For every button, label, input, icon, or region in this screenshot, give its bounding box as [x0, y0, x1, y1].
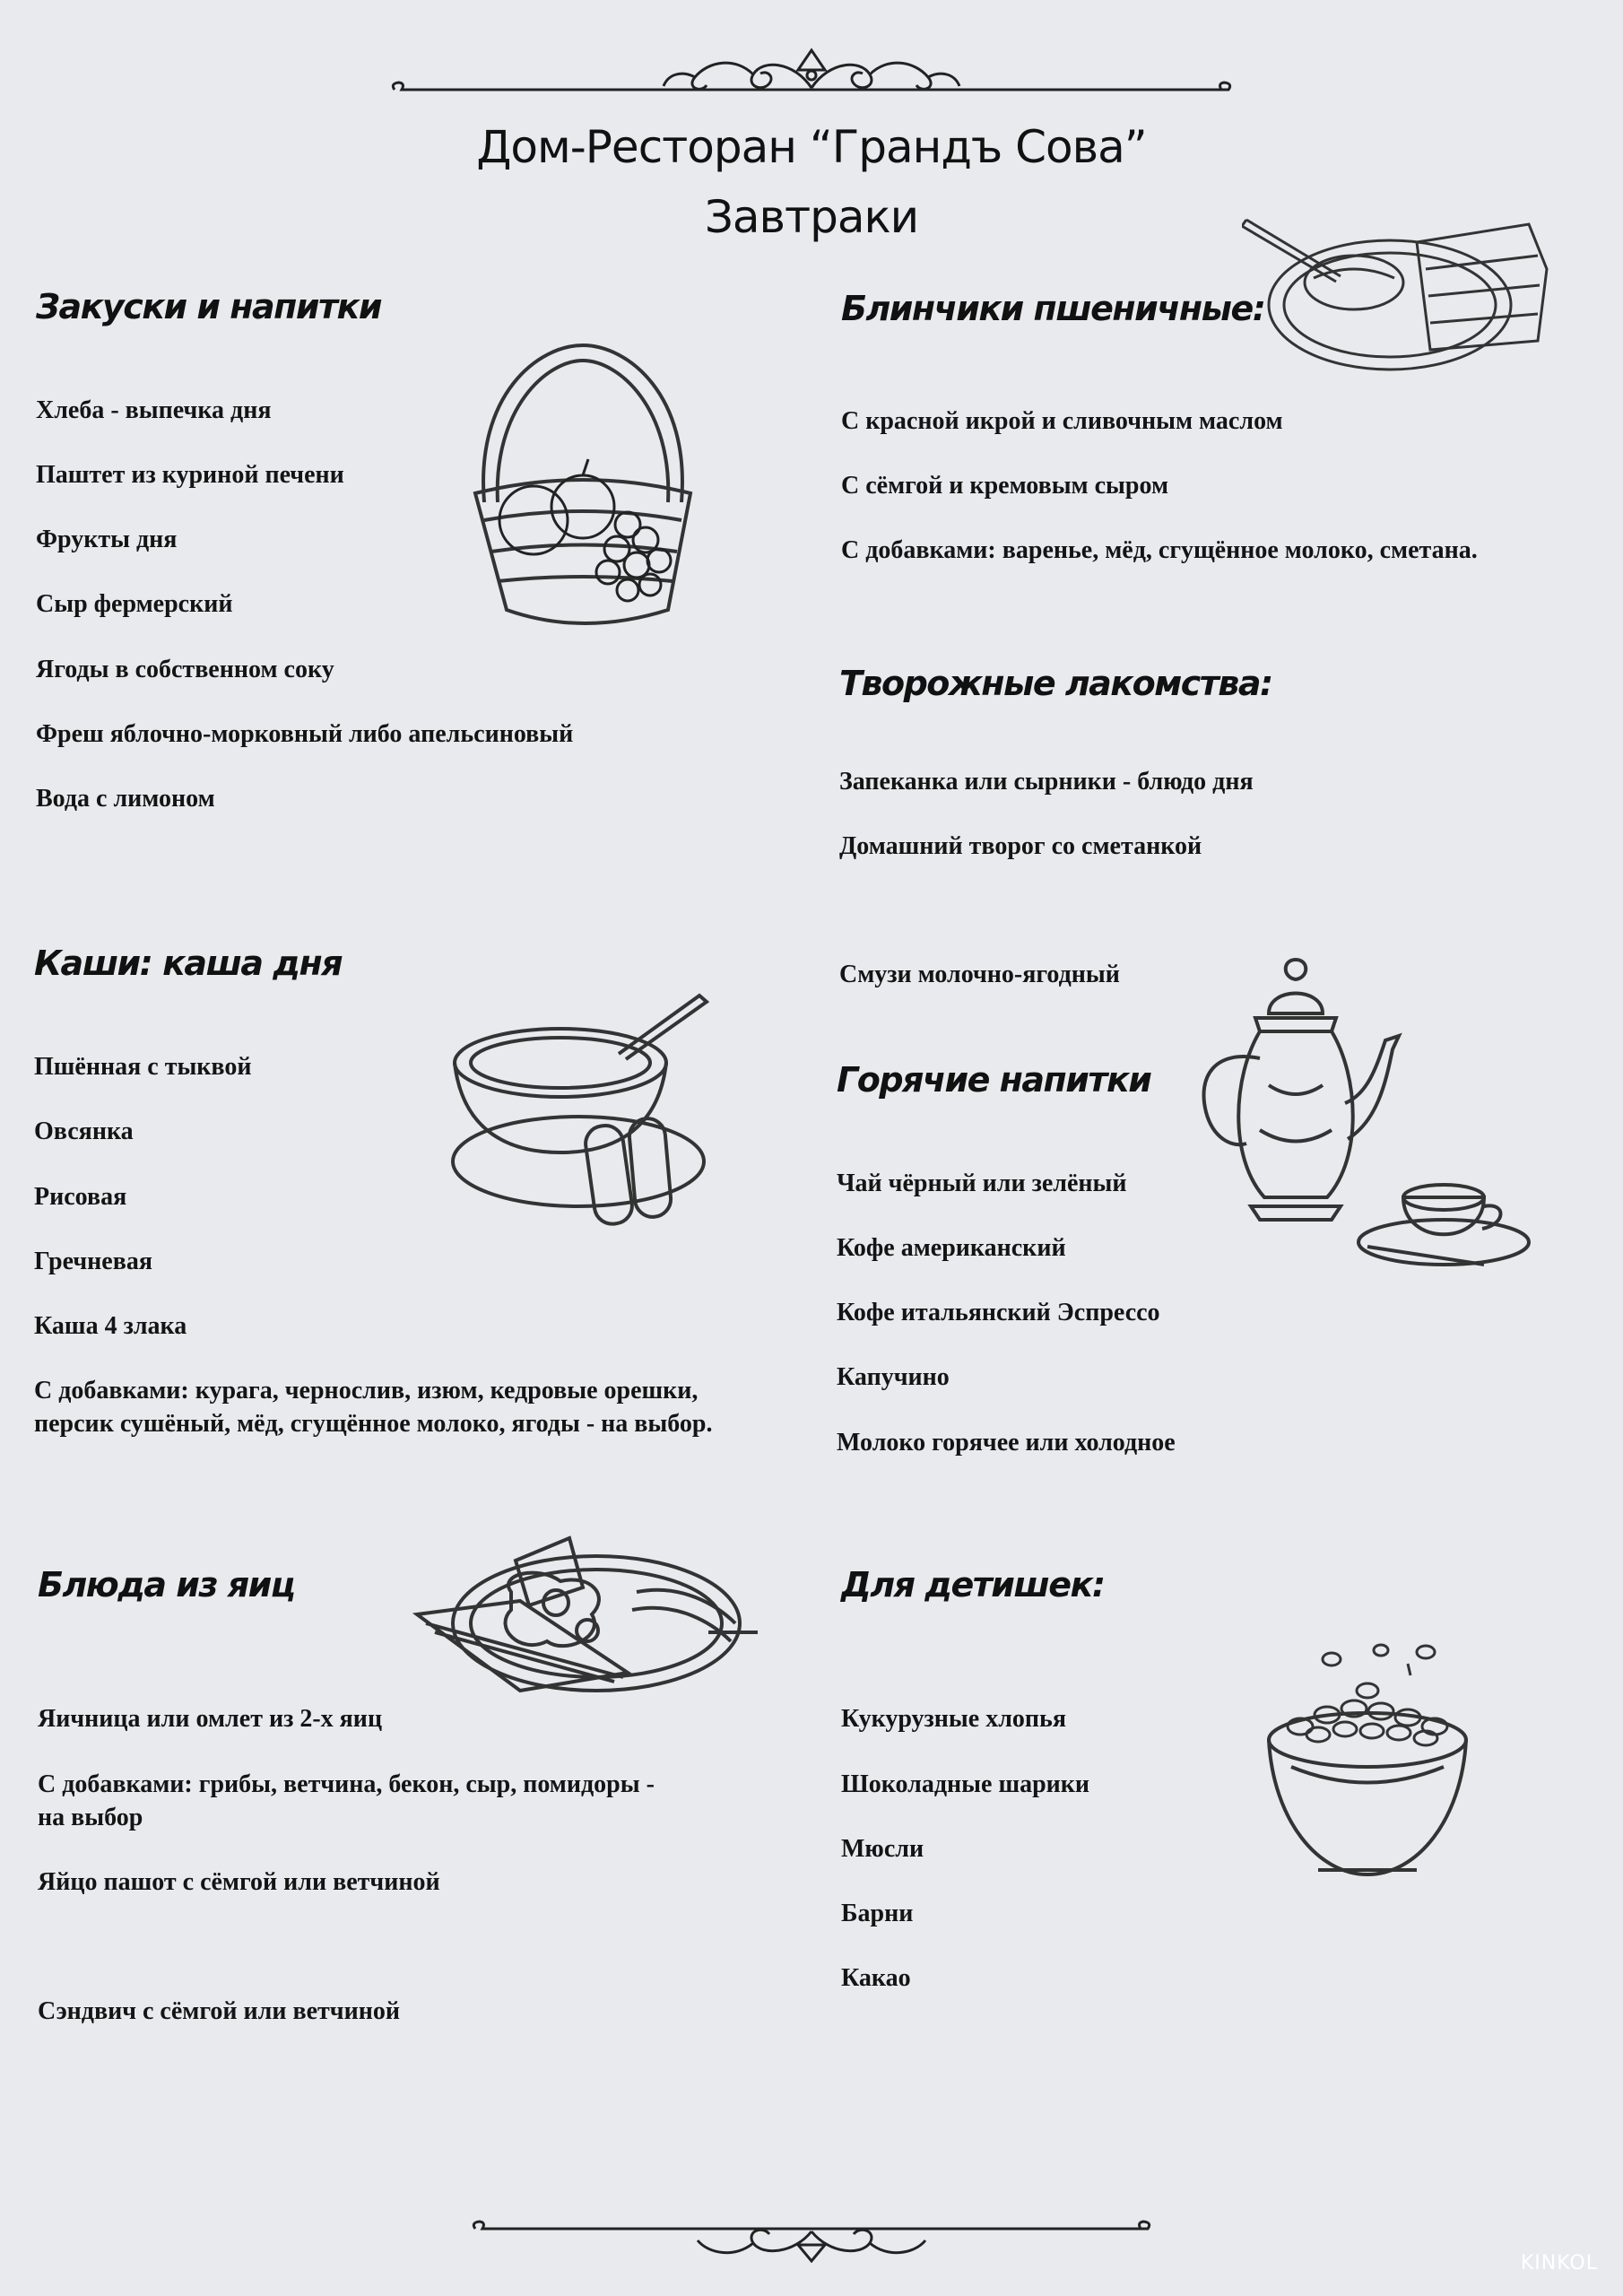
eggs-plate-icon [412, 1520, 762, 1704]
pancakes-plate-icon [1242, 215, 1551, 386]
eggs-item: на выбор [38, 1804, 143, 1831]
curd-item: Домашний творог со сметанкой [839, 832, 1202, 860]
eggs-item: Сэндвич с сёмгой или ветчиной [38, 1997, 400, 2025]
section-title-kids: Для детишек: [841, 1565, 1105, 1605]
porridge-item: Рисовая [34, 1183, 127, 1211]
section-title-eggs: Блюда из яиц [38, 1565, 295, 1605]
section-title-pancakes: Блинчики пшеничные: [841, 289, 1265, 328]
page-subtitle: Завтраки [704, 191, 919, 243]
kids-item: Мюсли [841, 1835, 924, 1863]
watermark: KINKOL [1520, 2252, 1598, 2274]
porridge-item: Пшённая с тыквой [34, 1053, 252, 1081]
kids-item: Шоколадные шарики [841, 1770, 1090, 1798]
eggs-item: С добавками: грибы, ветчина, бекон, сыр, помидоры - [38, 1770, 655, 1798]
pancakes-item: С сёмгой и кремовым сыром [841, 472, 1169, 500]
hot-drinks-item: Чай чёрный или зелёный [837, 1170, 1127, 1197]
hot-drinks-item: Кофе американский [837, 1234, 1066, 1262]
snacks-item: Хлеба - выпечка дня [36, 396, 272, 424]
pancakes-item: С добавками: варенье, мёд, сгущённое молоко, сметана. [841, 536, 1478, 564]
snacks-item: Ягоды в собственном соку [36, 656, 334, 683]
kids-item: Барни [841, 1900, 914, 1927]
hot-drinks-item: Молоко горячее или холодное [837, 1429, 1176, 1457]
snacks-item: Фреш яблочно-морковный либо апельсиновый [36, 720, 574, 748]
porridge-item: Каша 4 злака [34, 1312, 187, 1340]
section-title-curd: Творожные лакомства: [839, 664, 1272, 703]
curd-item: Запеканка или сырники - блюдо дня [839, 768, 1254, 796]
top-ornament [386, 43, 1237, 106]
teapot-icon [1197, 951, 1556, 1283]
cereal-bowl-icon [1264, 1641, 1480, 1892]
eggs-item: Яичница или омлет из 2-х яиц [38, 1705, 383, 1733]
porridge-note: персик сушёный, мёд, сгущённое молоко, ягоды - на выбор. [34, 1410, 713, 1438]
eggs-item: Яйцо пашот с сёмгой или ветчиной [38, 1868, 440, 1896]
restaurant-title: Дом-Ресторан “Грандъ Сова” [476, 121, 1147, 173]
curd-item: Смузи молочно-ягодный [839, 961, 1120, 988]
kids-item: Какао [841, 1964, 911, 1992]
pancakes-item: С красной икрой и сливочным маслом [841, 407, 1283, 435]
section-title-snacks: Закуски и напитки [36, 287, 381, 326]
snacks-item: Вода с лимоном [36, 785, 215, 813]
porridge-item: Гречневая [34, 1248, 152, 1275]
porridge-note: С добавками: курага, чернослив, изюм, кедровые орешки, [34, 1377, 699, 1405]
section-title-hot-drinks: Горячие напитки [837, 1060, 1151, 1100]
hot-drinks-item: Кофе итальянский Эспрессо [837, 1299, 1160, 1326]
snacks-item: Сыр фермерский [36, 590, 233, 618]
hot-drinks-item: Капучино [837, 1363, 950, 1391]
snacks-item: Фрукты дня [36, 526, 178, 553]
basket-icon [457, 341, 708, 646]
bottom-ornament [466, 2209, 1157, 2263]
section-title-porridge: Каши: каша дня [34, 944, 343, 983]
kids-item: Кукурузные хлопья [841, 1705, 1067, 1733]
porridge-bowl-icon [448, 991, 726, 1233]
snacks-item: Паштет из куриной печени [36, 461, 344, 489]
porridge-item: Овсянка [34, 1118, 134, 1145]
